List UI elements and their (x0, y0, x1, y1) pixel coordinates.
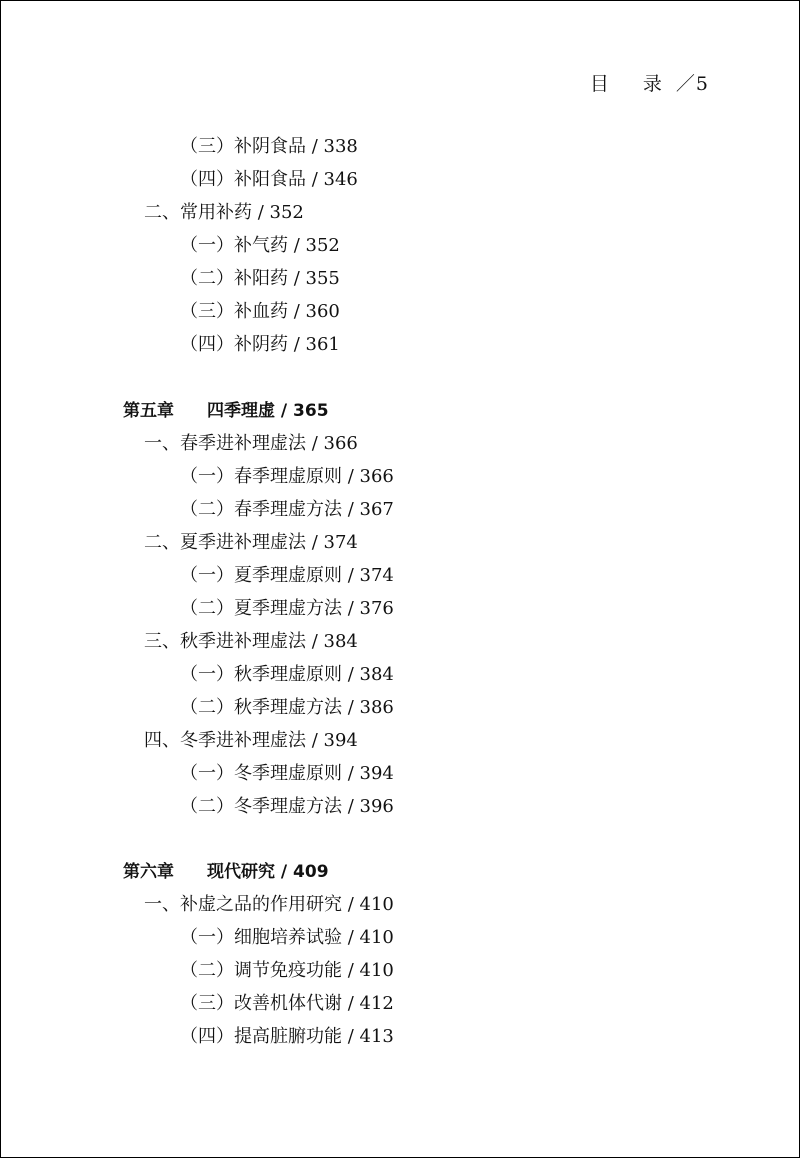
toc-subsection-entry: （一）细胞培养试验 / 410 (180, 927, 394, 948)
toc-subsection-entry: （三）补阴食品 / 338 (180, 136, 358, 157)
toc-section-entry: 四、冬季进补理虚法 / 394 (144, 730, 358, 751)
toc-subsection-entry: （三）补血药 / 360 (180, 301, 340, 322)
toc-subsection-entry: （一）冬季理虚原则 / 394 (180, 763, 394, 784)
toc-subsection-entry: （一）春季理虚原则 / 366 (180, 466, 394, 487)
toc-section-entry: 二、夏季进补理虚法 / 374 (144, 532, 358, 553)
toc-subsection-entry: （二）调节免疫功能 / 410 (180, 960, 394, 981)
toc-subsection-entry: （一）秋季理虚原则 / 384 (180, 664, 394, 685)
header-page-number: ／5 (675, 73, 709, 95)
toc-subsection-entry: （二）夏季理虚方法 / 376 (180, 598, 394, 619)
toc-subsection-entry: （二）春季理虚方法 / 367 (180, 499, 394, 520)
toc-section-entry: 三、秋季进补理虚法 / 384 (144, 631, 358, 652)
toc-subsection-entry: （四）补阳食品 / 346 (180, 169, 358, 190)
chapter-number: 第六章 (123, 862, 174, 882)
toc-subsection-entry: （四）补阴药 / 361 (180, 334, 340, 355)
toc-subsection-entry: （二）补阳药 / 355 (180, 268, 340, 289)
toc-chapter-heading (123, 399, 329, 423)
chapter-title: 四季理虚 / 365 (207, 401, 329, 421)
toc-subsection-entry: （二）冬季理虚方法 / 396 (180, 796, 394, 817)
toc-subsection-entry: （四）提高脏腑功能 / 413 (180, 1026, 394, 1047)
toc-subsection-entry: （三）改善机体代谢 / 412 (180, 993, 394, 1014)
toc-section-entry: 二、常用补药 / 352 (144, 202, 304, 223)
toc-subsection-entry: （一）补气药 / 352 (180, 235, 340, 256)
toc-section-entry: 一、补虚之品的作用研究 / 410 (144, 894, 394, 915)
toc-chapter-heading (123, 860, 329, 884)
toc-subsection-entry: （二）秋季理虚方法 / 386 (180, 697, 394, 718)
toc-section-entry: 一、春季进补理虚法 / 366 (144, 433, 358, 454)
header-title: 目 录 (589, 73, 676, 95)
chapter-number: 第五章 (123, 401, 174, 421)
running-header (590, 69, 709, 96)
toc-subsection-entry: （一）夏季理虚原则 / 374 (180, 565, 394, 586)
chapter-title: 现代研究 / 409 (207, 862, 329, 882)
